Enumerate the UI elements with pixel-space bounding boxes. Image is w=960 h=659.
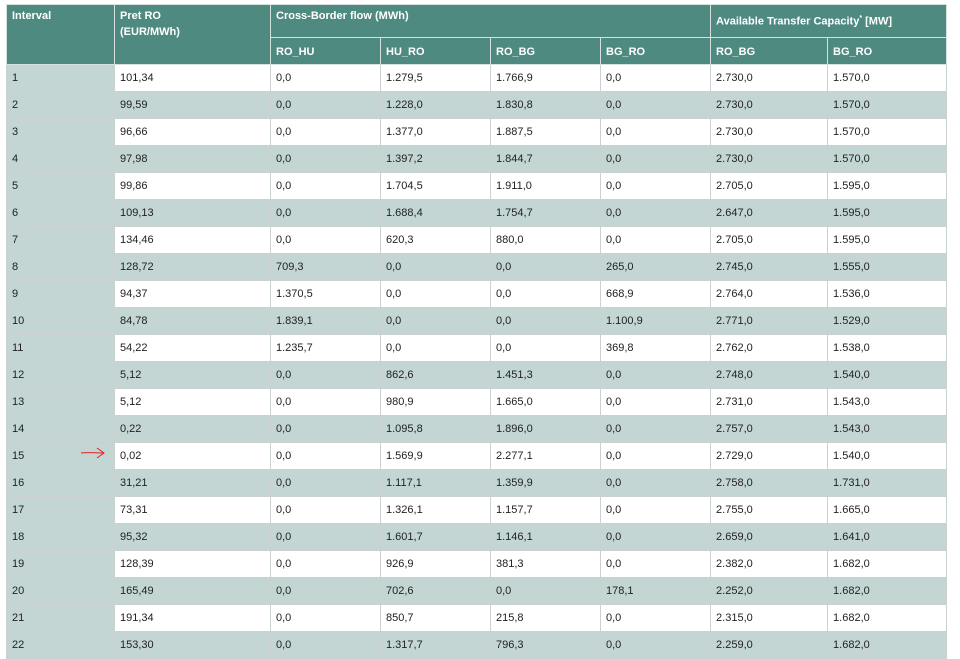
table-row <box>7 281 947 308</box>
table-row <box>7 389 947 416</box>
cell-interval: 10 <box>7 308 115 335</box>
cell-bg-ro-atc: 1.641,0 <box>828 524 947 551</box>
cell-price: 109,13 <box>115 200 271 227</box>
cell-bg-ro-flow: 178,1 <box>601 578 711 605</box>
cell-bg-ro-flow: 369,8 <box>601 335 711 362</box>
cell-ro-hu-flow: 1.839,1 <box>271 308 381 335</box>
table-row <box>7 335 947 362</box>
table-row <box>7 146 947 173</box>
cell-ro-bg-atc: 2.315,0 <box>711 605 828 632</box>
cell-bg-ro-flow: 0,0 <box>601 227 711 254</box>
cell-hu-ro-flow: 850,7 <box>381 605 491 632</box>
cell-ro-bg-atc: 2.382,0 <box>711 551 828 578</box>
cell-ro-hu-flow: 0,0 <box>271 578 381 605</box>
cell-interval: 14 <box>7 416 115 443</box>
cell-ro-bg-atc: 2.252,0 <box>711 578 828 605</box>
cell-hu-ro-flow: 0,0 <box>381 254 491 281</box>
cell-bg-ro-atc: 1.570,0 <box>828 146 947 173</box>
cell-bg-ro-atc: 1.543,0 <box>828 416 947 443</box>
cell-bg-ro-flow: 0,0 <box>601 389 711 416</box>
cell-ro-bg-flow: 1.896,0 <box>491 416 601 443</box>
cell-bg-ro-flow: 0,0 <box>601 632 711 659</box>
cell-interval: 15 <box>7 443 115 470</box>
cell-ro-bg-flow: 2.277,1 <box>491 443 601 470</box>
cell-hu-ro-flow: 1.569,9 <box>381 443 491 470</box>
cell-bg-ro-atc: 1.682,0 <box>828 578 947 605</box>
cell-ro-bg-atc: 2.659,0 <box>711 524 828 551</box>
cell-interval: 17 <box>7 497 115 524</box>
table-row <box>7 362 947 389</box>
table-row <box>7 416 947 443</box>
header-interval: Interval <box>7 5 115 65</box>
cell-price: 101,34 <box>115 65 271 92</box>
cell-ro-bg-atc: 2.730,0 <box>711 119 828 146</box>
cell-bg-ro-flow: 0,0 <box>601 146 711 173</box>
cell-price: 165,49 <box>115 578 271 605</box>
cell-hu-ro-flow: 1.377,0 <box>381 119 491 146</box>
cell-bg-ro-atc: 1.540,0 <box>828 443 947 470</box>
cell-ro-bg-atc: 2.731,0 <box>711 389 828 416</box>
cell-bg-ro-atc: 1.665,0 <box>828 497 947 524</box>
cell-price: 31,21 <box>115 470 271 497</box>
cell-bg-ro-flow: 0,0 <box>601 524 711 551</box>
table-row <box>7 578 947 605</box>
cell-ro-bg-flow: 215,8 <box>491 605 601 632</box>
cell-interval: 5 <box>7 173 115 200</box>
cell-hu-ro-flow: 1.095,8 <box>381 416 491 443</box>
table-row <box>7 92 947 119</box>
cell-ro-hu-flow: 0,0 <box>271 443 381 470</box>
cell-hu-ro-flow: 0,0 <box>381 335 491 362</box>
cell-price: 94,37 <box>115 281 271 308</box>
cell-hu-ro-flow: 1.317,7 <box>381 632 491 659</box>
cell-price: 73,31 <box>115 497 271 524</box>
cell-ro-hu-flow: 1.370,5 <box>271 281 381 308</box>
cell-bg-ro-atc: 1.682,0 <box>828 632 947 659</box>
cell-interval: 12 <box>7 362 115 389</box>
table-row <box>7 605 947 632</box>
cell-interval: 21 <box>7 605 115 632</box>
cell-interval: 11 <box>7 335 115 362</box>
cell-ro-bg-flow: 1.665,0 <box>491 389 601 416</box>
table-row <box>7 524 947 551</box>
cell-bg-ro-flow: 0,0 <box>601 173 711 200</box>
cell-bg-ro-atc: 1.595,0 <box>828 227 947 254</box>
cell-ro-hu-flow: 0,0 <box>271 173 381 200</box>
table-row <box>7 308 947 335</box>
table-row <box>7 497 947 524</box>
red-arrow-icon <box>80 447 106 459</box>
cell-ro-hu-flow: 0,0 <box>271 65 381 92</box>
cell-ro-bg-atc: 2.757,0 <box>711 416 828 443</box>
cell-ro-bg-flow: 0,0 <box>491 254 601 281</box>
cell-hu-ro-flow: 1.397,2 <box>381 146 491 173</box>
cell-bg-ro-atc: 1.540,0 <box>828 362 947 389</box>
subheader-flow-ro-hu: RO_HU <box>271 38 381 65</box>
cell-hu-ro-flow: 0,0 <box>381 281 491 308</box>
cell-hu-ro-flow: 1.117,1 <box>381 470 491 497</box>
cell-bg-ro-atc: 1.536,0 <box>828 281 947 308</box>
cell-hu-ro-flow: 702,6 <box>381 578 491 605</box>
cell-bg-ro-flow: 0,0 <box>601 470 711 497</box>
table-row <box>7 227 947 254</box>
cell-ro-hu-flow: 0,0 <box>271 470 381 497</box>
cell-ro-bg-atc: 2.647,0 <box>711 200 828 227</box>
cell-bg-ro-atc: 1.682,0 <box>828 605 947 632</box>
cell-bg-ro-atc: 1.570,0 <box>828 119 947 146</box>
cell-interval: 18 <box>7 524 115 551</box>
cell-interval: 3 <box>7 119 115 146</box>
cell-interval: 1 <box>7 65 115 92</box>
cell-interval: 6 <box>7 200 115 227</box>
cell-ro-bg-flow: 1.830,8 <box>491 92 601 119</box>
cell-interval: 7 <box>7 227 115 254</box>
cell-ro-hu-flow: 0,0 <box>271 497 381 524</box>
cell-interval: 16 <box>7 470 115 497</box>
table-row <box>7 119 947 146</box>
cell-bg-ro-flow: 0,0 <box>601 200 711 227</box>
cell-ro-bg-flow: 1.359,9 <box>491 470 601 497</box>
table-row <box>7 470 947 497</box>
subheader-atc-ro-bg: RO_BG <box>711 38 828 65</box>
table-row <box>7 65 947 92</box>
cell-ro-bg-atc: 2.259,0 <box>711 632 828 659</box>
cell-ro-hu-flow: 0,0 <box>271 200 381 227</box>
cell-bg-ro-atc: 1.529,0 <box>828 308 947 335</box>
cell-price: 84,78 <box>115 308 271 335</box>
cell-ro-bg-flow: 1.754,7 <box>491 200 601 227</box>
table-row <box>7 632 947 659</box>
cell-bg-ro-flow: 265,0 <box>601 254 711 281</box>
cell-bg-ro-atc: 1.595,0 <box>828 173 947 200</box>
cell-ro-hu-flow: 0,0 <box>271 92 381 119</box>
cell-bg-ro-atc: 1.682,0 <box>828 551 947 578</box>
cell-price: 128,72 <box>115 254 271 281</box>
data-table-wrapper <box>6 4 946 659</box>
cell-bg-ro-atc: 1.570,0 <box>828 65 947 92</box>
cell-ro-bg-flow: 381,3 <box>491 551 601 578</box>
cell-price: 5,12 <box>115 362 271 389</box>
cell-interval: 19 <box>7 551 115 578</box>
cell-bg-ro-atc: 1.555,0 <box>828 254 947 281</box>
cell-price: 0,22 <box>115 416 271 443</box>
cell-hu-ro-flow: 1.688,4 <box>381 200 491 227</box>
cell-ro-bg-atc: 2.705,0 <box>711 173 828 200</box>
cell-ro-bg-flow: 1.887,5 <box>491 119 601 146</box>
cell-bg-ro-atc: 1.543,0 <box>828 389 947 416</box>
cell-price: 95,32 <box>115 524 271 551</box>
cell-ro-bg-atc: 2.745,0 <box>711 254 828 281</box>
cell-hu-ro-flow: 1.279,5 <box>381 65 491 92</box>
cell-price: 191,34 <box>115 605 271 632</box>
cell-ro-hu-flow: 0,0 <box>271 524 381 551</box>
subheader-atc-bg-ro: BG_RO <box>828 38 947 65</box>
cell-ro-hu-flow: 0,0 <box>271 362 381 389</box>
cell-bg-ro-atc: 1.595,0 <box>828 200 947 227</box>
header-cross-border: Cross-Border flow (MWh) <box>271 5 711 38</box>
cell-ro-hu-flow: 0,0 <box>271 416 381 443</box>
cell-ro-bg-flow: 1.766,9 <box>491 65 601 92</box>
cell-ro-hu-flow: 1.235,7 <box>271 335 381 362</box>
cell-ro-bg-flow: 880,0 <box>491 227 601 254</box>
cell-ro-bg-atc: 2.730,0 <box>711 65 828 92</box>
cell-bg-ro-atc: 1.731,0 <box>828 470 947 497</box>
cell-bg-ro-flow: 0,0 <box>601 497 711 524</box>
cell-interval: 2 <box>7 92 115 119</box>
header-row-1 <box>7 5 947 38</box>
cell-hu-ro-flow: 862,6 <box>381 362 491 389</box>
subheader-flow-ro-bg: RO_BG <box>491 38 601 65</box>
cell-interval: 13 <box>7 389 115 416</box>
cell-price: 99,86 <box>115 173 271 200</box>
cell-ro-bg-atc: 2.764,0 <box>711 281 828 308</box>
cell-bg-ro-flow: 668,9 <box>601 281 711 308</box>
cell-price: 54,22 <box>115 335 271 362</box>
table-row <box>7 443 947 470</box>
cell-ro-bg-atc: 2.771,0 <box>711 308 828 335</box>
cell-hu-ro-flow: 1.704,5 <box>381 173 491 200</box>
cell-bg-ro-flow: 0,0 <box>601 119 711 146</box>
table-body <box>7 65 947 659</box>
cell-bg-ro-flow: 0,0 <box>601 605 711 632</box>
header-atc: Available Transfer Capacity* [MW] <box>711 5 947 38</box>
cell-ro-bg-flow: 1.157,7 <box>491 497 601 524</box>
cell-bg-ro-flow: 0,0 <box>601 443 711 470</box>
cell-ro-bg-flow: 0,0 <box>491 578 601 605</box>
cell-bg-ro-flow: 0,0 <box>601 551 711 578</box>
cell-ro-bg-atc: 2.729,0 <box>711 443 828 470</box>
cell-price: 128,39 <box>115 551 271 578</box>
cell-ro-bg-atc: 2.748,0 <box>711 362 828 389</box>
cell-ro-hu-flow: 0,0 <box>271 146 381 173</box>
cell-bg-ro-atc: 1.570,0 <box>828 92 947 119</box>
cell-ro-bg-atc: 2.705,0 <box>711 227 828 254</box>
subheader-flow-bg-ro: BG_RO <box>601 38 711 65</box>
cell-ro-bg-flow: 796,3 <box>491 632 601 659</box>
cell-ro-hu-flow: 0,0 <box>271 632 381 659</box>
cell-bg-ro-atc: 1.538,0 <box>828 335 947 362</box>
cell-price: 134,46 <box>115 227 271 254</box>
cell-interval: 4 <box>7 146 115 173</box>
cell-ro-bg-flow: 1.844,7 <box>491 146 601 173</box>
cell-ro-bg-atc: 2.730,0 <box>711 146 828 173</box>
cell-hu-ro-flow: 1.601,7 <box>381 524 491 551</box>
cell-ro-bg-atc: 2.755,0 <box>711 497 828 524</box>
cell-hu-ro-flow: 1.228,0 <box>381 92 491 119</box>
cell-interval: 9 <box>7 281 115 308</box>
cell-bg-ro-flow: 1.100,9 <box>601 308 711 335</box>
cell-interval: 22 <box>7 632 115 659</box>
cell-bg-ro-flow: 0,0 <box>601 92 711 119</box>
cell-ro-hu-flow: 0,0 <box>271 605 381 632</box>
cell-ro-bg-flow: 0,0 <box>491 308 601 335</box>
table-row <box>7 551 947 578</box>
cell-price: 5,12 <box>115 389 271 416</box>
cell-hu-ro-flow: 1.326,1 <box>381 497 491 524</box>
cell-bg-ro-flow: 0,0 <box>601 416 711 443</box>
cell-interval: 20 <box>7 578 115 605</box>
data-table <box>6 4 947 659</box>
cell-hu-ro-flow: 620,3 <box>381 227 491 254</box>
cell-price: 99,59 <box>115 92 271 119</box>
table-row <box>7 173 947 200</box>
cell-ro-bg-flow: 1.911,0 <box>491 173 601 200</box>
cell-ro-hu-flow: 0,0 <box>271 227 381 254</box>
cell-price: 96,66 <box>115 119 271 146</box>
cell-hu-ro-flow: 926,9 <box>381 551 491 578</box>
cell-ro-bg-atc: 2.762,0 <box>711 335 828 362</box>
table-row <box>7 254 947 281</box>
cell-ro-hu-flow: 0,0 <box>271 119 381 146</box>
cell-price: 0,02 <box>115 443 271 470</box>
cell-bg-ro-flow: 0,0 <box>601 362 711 389</box>
header-price: Pret RO (EUR/MWh) <box>115 5 271 65</box>
cell-ro-bg-flow: 1.451,3 <box>491 362 601 389</box>
cell-ro-bg-flow: 0,0 <box>491 335 601 362</box>
cell-ro-bg-atc: 2.758,0 <box>711 470 828 497</box>
table-row <box>7 200 947 227</box>
cell-ro-bg-flow: 0,0 <box>491 281 601 308</box>
cell-ro-hu-flow: 0,0 <box>271 551 381 578</box>
cell-hu-ro-flow: 980,9 <box>381 389 491 416</box>
cell-ro-bg-flow: 1.146,1 <box>491 524 601 551</box>
cell-price: 153,30 <box>115 632 271 659</box>
cell-ro-hu-flow: 709,3 <box>271 254 381 281</box>
cell-interval: 8 <box>7 254 115 281</box>
cell-ro-hu-flow: 0,0 <box>271 389 381 416</box>
cell-ro-bg-atc: 2.730,0 <box>711 92 828 119</box>
subheader-flow-hu-ro: HU_RO <box>381 38 491 65</box>
cell-bg-ro-flow: 0,0 <box>601 65 711 92</box>
cell-hu-ro-flow: 0,0 <box>381 308 491 335</box>
cell-price: 97,98 <box>115 146 271 173</box>
